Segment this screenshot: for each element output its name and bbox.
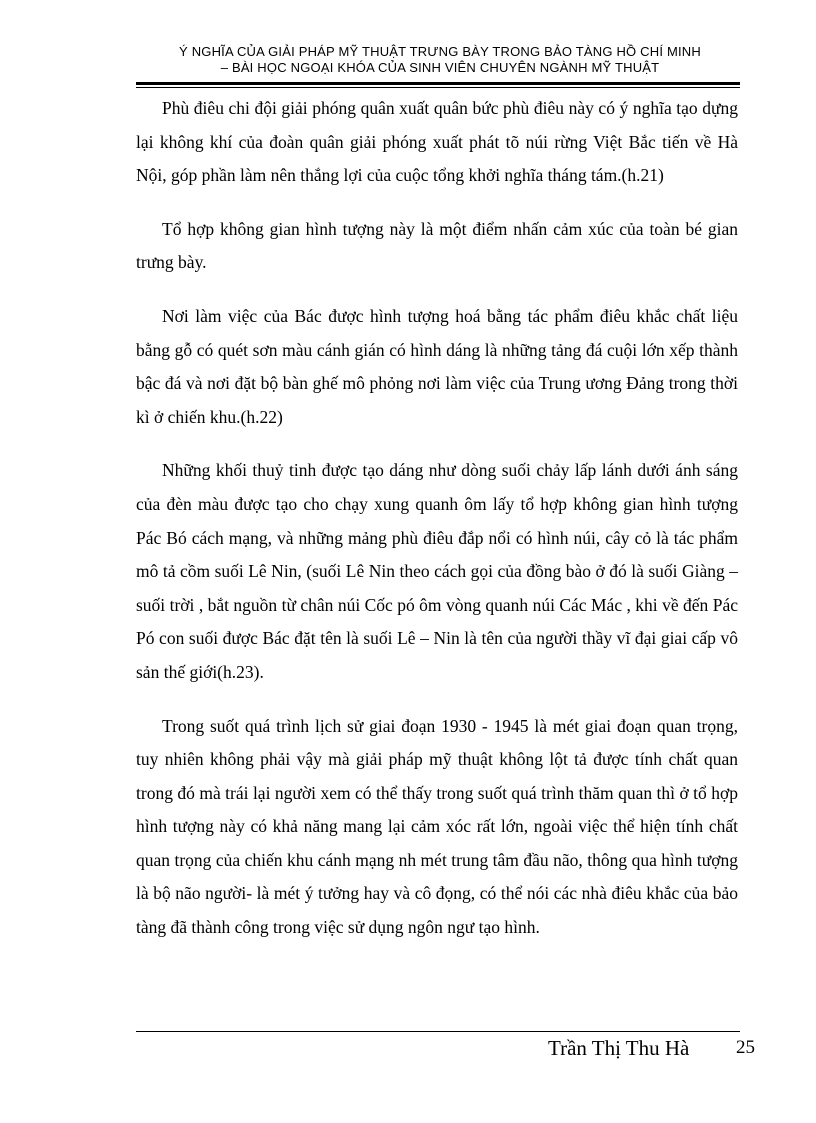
header-title-line-2: – BÀI HỌC NGOẠI KHÓA CỦA SINH VIÊN CHUYÊN NGÀNH MỸ THUẬT: [220, 60, 660, 75]
paragraph-relief-liberation-army: Phù điêu chi đội giải phóng quân xuất quân bức phù điêu này có ý nghĩa tạo dựng lại không khí của đoàn quân giải phóng xuất phát tõ núi rừng Việt Bắc tiến về Hà Nội, góp phần làm nên thắng lợi của cuộc tổng khởi nghĩa tháng tám.(h.21): [136, 98, 738, 186]
running-header: [136, 44, 744, 76]
paragraph-emotional-highlight: Tổ hợp không gian hình tượng này là một điểm nhấn cảm xúc của toàn bé gian trưng bày.: [136, 218, 738, 273]
paragraph-glass-stream: Những khối thuỷ tinh được tạo dáng như dòng suối chảy lấp lánh dưới ánh sáng của đèn màu được tạo cho chạy xung quanh ôm lấy tổ hợp không gian hình tượng Pác Bó cách mạng, và những mảng phù điêu đắp nổi có hình núi, cây cỏ là tác phẩm mô tả cồm suối Lê Nin, (suối Lê Nin theo cách gọi của đồng bào ở đó là suối Giàng –suối trời , bắt nguồn từ chân núi Cốc pó ôm vòng quanh núi Các Mác , khi về đến Pác Pó con suối được Bác đặt tên là suối Lê – Nin là tên của người thầy vĩ đại giai cấp vô sản thế giới(h.23).: [136, 460, 738, 682]
header-divider-thin: [136, 87, 740, 88]
header-divider-thick: [136, 82, 740, 85]
footer-divider: [136, 1031, 740, 1032]
paragraph-uncle-ho-workplace: Nơi làm việc của Bác được hình tượng hoá bằng tác phẩm điêu khắc chất liệu bằng gỗ có quét sơn màu cánh gián có hình dáng là những tảng đá cuội lớn xếp thành bậc đá và nơi đặt bộ bàn ghế mô phỏng nơi làm việc của Trung ương Đảng trong thời kì ở chiến khu.(h.22): [136, 305, 738, 427]
page-number: 25: [736, 1037, 755, 1058]
paragraph-historical-period: Trong suốt quá trình lịch sử giai đoạn 1930 - 1945 là mét giai đoạn quan trọng, tuy nhiên không phải vậy mà giải pháp mỹ thuật không lột tả được tính chất quan trong đó mà trái lại người xem có thể thấy trong suốt quá trình thăm quan thì ở tổ hợp hình tượng này có khả năng mang lại cảm xóc rất lớn, ngoài việc thể hiện tính chất quan trọng của chiến khu cánh mạng nh mét trung tâm đầu não, thông qua hình tượng là bộ não người- là mét ý tưởng hay và cô đọng, có thể nói các nhà điêu khắc của bảo tàng đã thành công trong việc sử dụng ngôn ngư tạo hình.: [136, 715, 738, 938]
footer-author: Trần Thị Thu Hà: [548, 1036, 690, 1060]
document-body: [136, 92, 738, 945]
header-title-line-1: Ý NGHĨA CỦA GIẢI PHÁP MỸ THUẬT TRƯNG BÀY TRONG BẢO TÀNG HỒ CHÍ MINH: [179, 44, 701, 59]
